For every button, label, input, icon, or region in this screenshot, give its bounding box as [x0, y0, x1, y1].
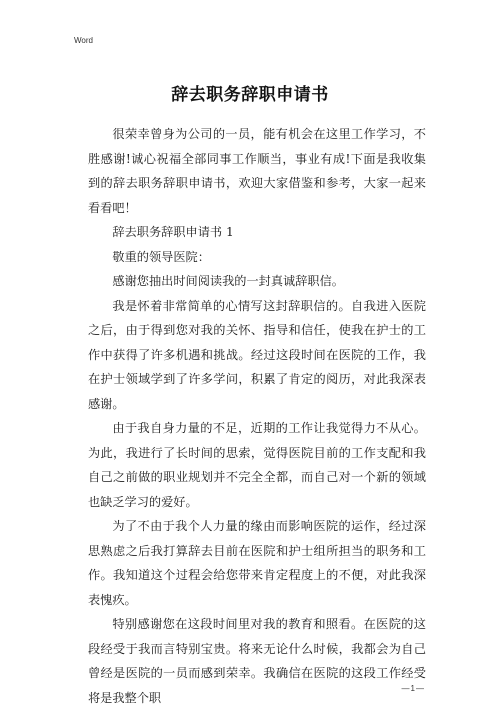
paragraph-body-1: 我是怀着非常简单的心情写这封辞职信的。自我进入医院之后，由于得到您对我的关怀、指导和信任，使我在护士的工作中获得了许多机遇和挑战。经过这段时间在医院的工作，我在护士领域学到了许多学问，积累了肯定的阅历，对此我深表感谢。: [88, 298, 426, 411]
document-title: 辞去职务辞职申请书: [171, 85, 329, 105]
paragraph-salutation: 敬重的领导医院：: [112, 249, 210, 264]
paragraph-intro: 很荣幸曾身为公司的一员，能有机会在这里工作学习，不胜感谢!诚心祝福全部同事工作顺当，事业有成!下面是我收集到的辞去职务辞职申请书，欢迎大家借鉴和参考，大家一起来看看吧！: [88, 127, 426, 215]
page-number: —1—: [401, 684, 425, 693]
app-label: Word: [74, 36, 93, 45]
paragraph-body-3: 为了不由于我个人力量的缘由而影响医院的运作，经过深思熟虑之后我打算辞去目前在医院和护士组所担当的职务和工作。我知道这个过程会给您带来肯定程度上的不便，对此我深表愧疚。: [88, 519, 426, 607]
document-body: [88, 122, 426, 710]
paragraph-body-4: 特别感谢您在这段时间里对我的教育和照看。在医院的这段经受于我而言特别宝贵。将来无论什么时候，我都会为自己曾经是医院的一员而感到荣幸。我确信在医院的这段工作经受将是我整个职: [88, 617, 426, 705]
paragraph-body-2: 由于我自身力量的不足，近期的工作让我觉得力不从心。为此，我进行了长时间的思索，觉得医院目前的工作支配和我自己之前做的职业规划并不完全全都，而自己对一个新的领域也缺乏学习的爱好。: [88, 421, 426, 509]
paragraph-thanks: 感谢您抽出时间阅读我的一封真诚辞职信。: [112, 274, 344, 288]
paragraph-section-heading: 辞去职务辞职申请书 1: [112, 225, 234, 239]
